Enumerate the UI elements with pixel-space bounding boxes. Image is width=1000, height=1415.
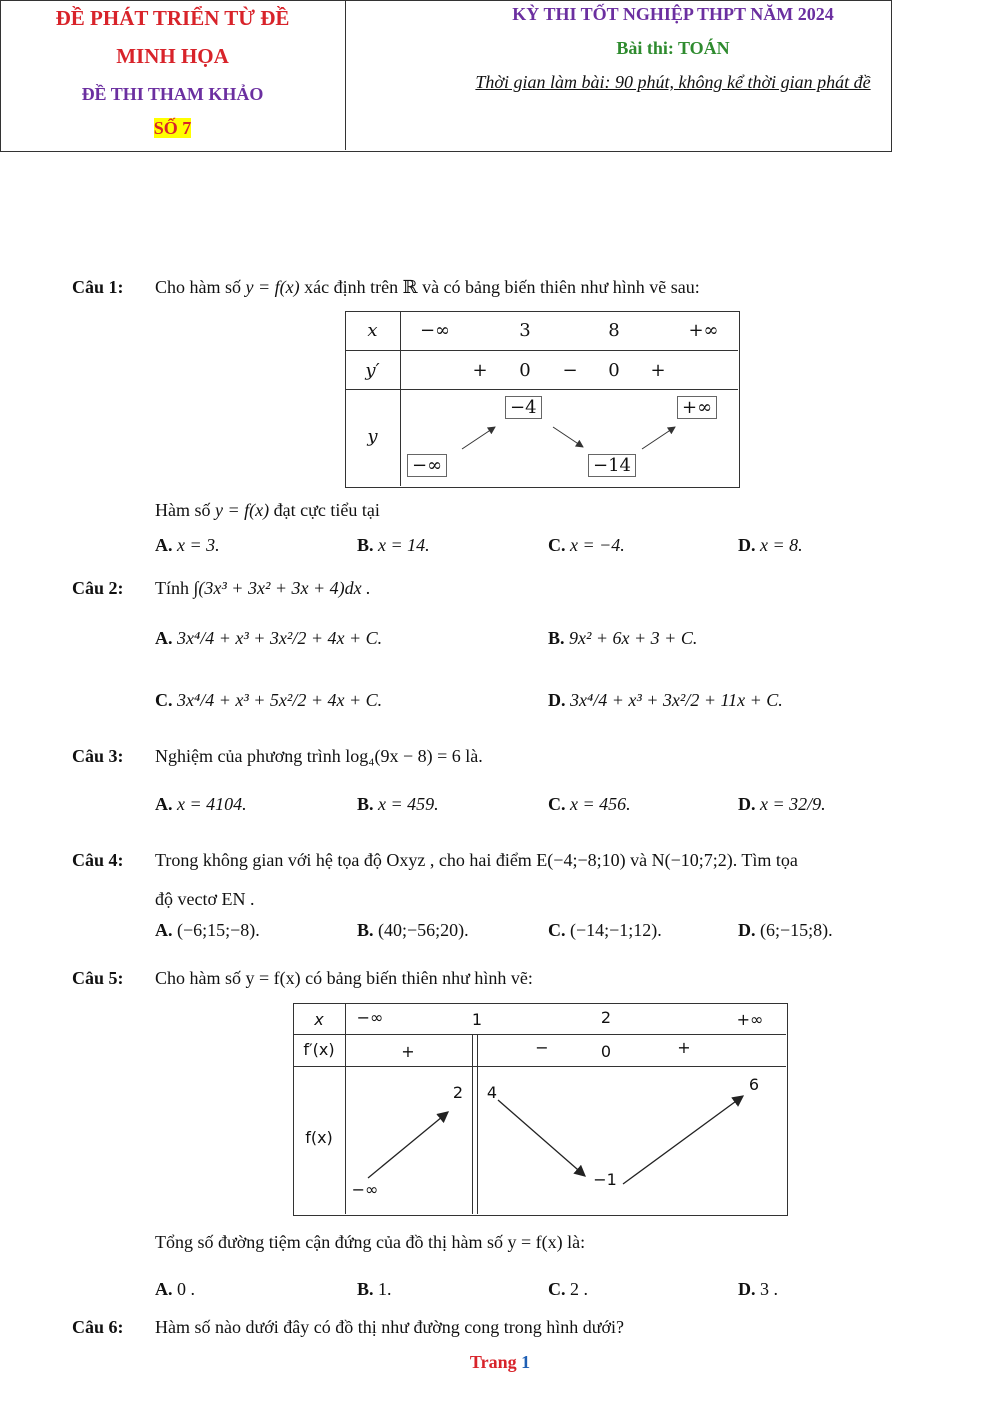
option-letter: B.	[548, 628, 565, 648]
q1-follow-func: y = f(x)	[215, 500, 270, 520]
q1-yp-sign: 0	[608, 360, 620, 381]
q1-option-a[interactable]	[155, 535, 220, 556]
q5-f-left-limit: 2	[452, 1083, 464, 1102]
option-letter: D.	[548, 690, 566, 710]
exam-number-badge: SỐ 7	[153, 118, 192, 138]
option-letter: A.	[155, 628, 173, 648]
q5-fp-sign: +	[401, 1042, 415, 1061]
option-text: x = 459.	[378, 794, 439, 814]
q1-text	[155, 277, 700, 298]
q5-x-value: +∞	[736, 1010, 764, 1029]
option-text: 9x² + 6x + 3 + C.	[569, 628, 698, 648]
q4-text-line2: độ vectơ EN .	[155, 889, 255, 909]
q1-x-value: 8	[608, 320, 620, 341]
q1-y-max-box: −4	[505, 396, 542, 419]
exam-subject: Bài thi: TOÁN	[616, 38, 730, 58]
q2-option-d[interactable]	[548, 690, 783, 711]
q1-x-value: +∞	[688, 320, 719, 341]
q5-f-right-limit: 4	[486, 1083, 498, 1102]
q2-text-lead: Tính	[155, 578, 189, 598]
option-text: 3x⁴/4 + x³ + 3x²/2 + 4x + C.	[177, 628, 383, 648]
option-text: 3x⁴/4 + x³ + 3x²/2 + 11x + C.	[570, 690, 783, 710]
option-text: x = −4.	[570, 535, 625, 555]
q4-option-a[interactable]	[155, 920, 260, 941]
option-letter: B.	[357, 535, 374, 555]
option-text: x = 32/9.	[760, 794, 826, 814]
q5-x-label: x	[314, 1010, 324, 1029]
q2-option-b[interactable]	[548, 628, 697, 649]
q1-x-label: x	[367, 320, 378, 341]
q1-arrow-up-2	[642, 427, 675, 449]
option-text: (−14;−1;12).	[570, 920, 662, 940]
option-text: (6;−15;8).	[760, 920, 833, 940]
q1-label: Câu 1:	[72, 277, 124, 297]
q5-option-d[interactable]	[738, 1279, 778, 1300]
q4-option-d[interactable]	[738, 920, 833, 941]
q5-x-value: −∞	[356, 1008, 384, 1027]
q1-text-b: xác định trên ℝ và có bảng biến thiên như hình vẽ sau:	[304, 277, 700, 297]
q1-x-value: 3	[519, 320, 531, 341]
option-text: x = 14.	[378, 535, 430, 555]
q4-label: Câu 4:	[72, 850, 124, 870]
q5-fp-label: f′(x)	[303, 1040, 335, 1059]
q4-option-b[interactable]	[357, 920, 469, 941]
q2-option-a[interactable]	[155, 628, 382, 649]
option-text: (40;−56;20).	[378, 920, 469, 940]
q1-follow-a: Hàm số	[155, 500, 211, 520]
option-text: 3 .	[760, 1279, 778, 1299]
q5-option-c[interactable]	[548, 1279, 588, 1300]
option-letter: C.	[548, 794, 566, 814]
header-title-line1: ĐỀ PHÁT TRIỂN TỪ ĐỀ	[55, 6, 290, 30]
q2-integral: ∫(3x³ + 3x² + 3x + 4)dx .	[193, 578, 371, 598]
q3-option-b[interactable]	[357, 794, 439, 815]
header-right	[346, 0, 1000, 150]
q1-arrow-up-1	[462, 427, 495, 449]
q1-x-value: −∞	[419, 320, 451, 341]
q1-y-min-box: −14	[588, 454, 636, 477]
option-text: x = 8.	[760, 535, 803, 555]
q6-text: Hàm số nào dưới đây có đồ thị như đường cong trong hình dưới?	[155, 1317, 625, 1337]
option-text: 2 .	[570, 1279, 588, 1299]
exam-name: KỲ THI TỐT NGHIỆP THPT NĂM 2024	[512, 4, 834, 24]
q3-option-d[interactable]	[738, 794, 826, 815]
option-letter: A.	[155, 535, 173, 555]
q1-yp-sign: −	[562, 360, 578, 381]
q5-option-a[interactable]	[155, 1279, 195, 1300]
header-number-wrap	[0, 118, 345, 139]
option-text: 3x⁴/4 + x³ + 5x²/2 + 4x + C.	[177, 690, 383, 710]
option-letter: D.	[738, 535, 756, 555]
page-footer	[0, 1352, 1000, 1373]
option-letter: A.	[155, 794, 173, 814]
q1-yp-label: y′	[365, 360, 380, 381]
option-letter: D.	[738, 1279, 756, 1299]
header-title-line2: MINH HỌA	[116, 44, 229, 68]
option-letter: D.	[738, 920, 756, 940]
option-letter: C.	[155, 690, 173, 710]
q1-yp-sign: 0	[519, 360, 531, 381]
q3-option-a[interactable]	[155, 794, 247, 815]
q4-option-c[interactable]	[548, 920, 662, 941]
exam-duration: Thời gian làm bài: 90 phút, không kể thời gian phát đề	[475, 72, 871, 92]
q5-arrows	[293, 1066, 786, 1214]
option-text: (−6;15;−8).	[177, 920, 260, 940]
q5-text: Cho hàm số y = f(x) có bảng biến thiên như hình vẽ:	[155, 968, 533, 988]
q6-label: Câu 6:	[72, 1317, 124, 1337]
option-text: x = 3.	[177, 535, 220, 555]
q5-arrow-down	[498, 1100, 585, 1176]
q2-text	[155, 578, 371, 599]
option-letter: C.	[548, 920, 566, 940]
q5-f-start: −∞	[351, 1180, 379, 1199]
q1-text-a: Cho hàm số	[155, 277, 242, 297]
q2-label: Câu 2:	[72, 578, 124, 598]
q5-option-b[interactable]	[357, 1279, 392, 1300]
q1-func: y = f(x)	[245, 277, 300, 297]
option-letter: C.	[548, 535, 566, 555]
q5-arrow-up-right	[623, 1096, 743, 1184]
q1-arrow-down	[553, 427, 583, 447]
option-letter: B.	[357, 920, 374, 940]
q1-y-start-box: −∞	[407, 454, 447, 477]
q5-follow: Tổng số đường tiệm cận đứng của đồ thị hàm số y = f(x) là:	[155, 1232, 586, 1252]
q5-f-min: −1	[593, 1170, 617, 1189]
option-letter: D.	[738, 794, 756, 814]
q1-yp-sign: +	[472, 360, 488, 381]
q5-fp-sign: −	[535, 1038, 549, 1057]
q5-x-value: 1	[471, 1010, 483, 1029]
option-text: x = 4104.	[177, 794, 247, 814]
q1-option-d[interactable]	[738, 535, 803, 556]
q5-f-end: 6	[748, 1075, 760, 1094]
q1-option-c[interactable]	[548, 535, 625, 556]
q3-label: Câu 3:	[72, 746, 124, 766]
q1-y-label: y	[367, 426, 378, 447]
option-text: x = 456.	[570, 794, 631, 814]
q5-x-value: 2	[600, 1008, 612, 1027]
option-letter: A.	[155, 1279, 173, 1299]
page-label: Trang	[469, 1352, 517, 1372]
q5-fp-sign: +	[677, 1038, 691, 1057]
option-letter: B.	[357, 1279, 374, 1299]
q5-f-label: f(x)	[305, 1128, 333, 1147]
option-letter: A.	[155, 920, 173, 940]
header-reference-label: ĐỀ THI THAM KHẢO	[81, 84, 264, 104]
q5-fp-sign: 0	[600, 1042, 612, 1061]
option-text: 1.	[378, 1279, 392, 1299]
q3-option-c[interactable]	[548, 794, 631, 815]
q3-text: Nghiệm của phương trình log₄(9x − 8) = 6 là.	[155, 746, 483, 766]
q5-arrow-up-left	[368, 1112, 448, 1178]
q1-follow-b: đạt cực tiểu tại	[273, 500, 380, 520]
header-left	[0, 0, 346, 150]
option-letter: C.	[548, 1279, 566, 1299]
option-letter: B.	[357, 794, 374, 814]
option-text: 0 .	[177, 1279, 195, 1299]
q1-option-b[interactable]	[357, 535, 430, 556]
q1-y-end-box: +∞	[677, 396, 717, 419]
q1-follow	[155, 500, 380, 521]
q2-option-c[interactable]	[155, 690, 382, 711]
q5-label: Câu 5:	[72, 968, 124, 988]
q1-yp-sign: +	[650, 360, 666, 381]
q1-arrows	[345, 389, 738, 486]
page-number: 1	[521, 1352, 531, 1372]
exam-header	[0, 0, 892, 152]
q4-text-line1: Trong không gian với hệ tọa độ Oxyz , cho hai điểm E(−4;−8;10) và N(−10;7;2). Tìm tọa	[155, 850, 798, 870]
